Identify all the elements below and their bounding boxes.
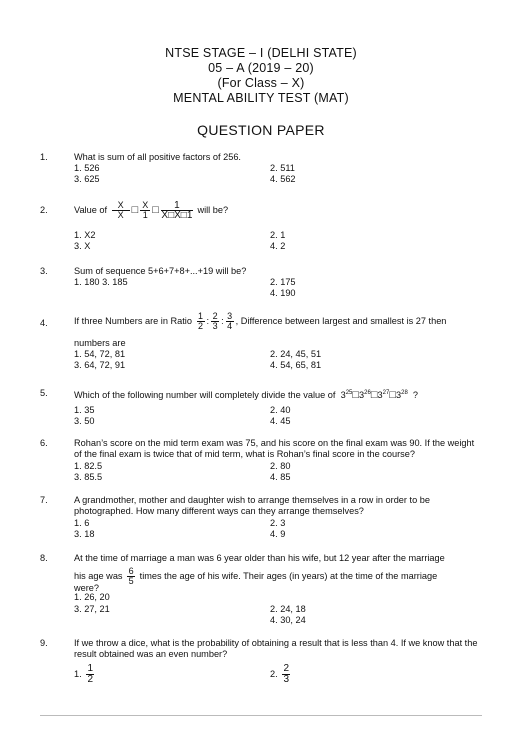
question-text-suffix: times the age of his wife. Their ages (in years) at the time of the marriage bbox=[139, 570, 438, 581]
option-1: 1. 82.5 bbox=[74, 461, 103, 471]
question-text bbox=[74, 201, 482, 220]
fraction-numerator: X bbox=[142, 200, 149, 210]
fraction bbox=[282, 664, 290, 685]
question-text-suffix: will be? bbox=[197, 204, 229, 215]
option-1: 1. X2 bbox=[74, 230, 96, 240]
power-base: 3 bbox=[359, 390, 365, 401]
fraction bbox=[161, 201, 193, 220]
question-mark: ? bbox=[412, 390, 419, 401]
option-4: 4. 9 bbox=[270, 529, 286, 539]
option-3: 3. X bbox=[74, 241, 91, 251]
power-exponent: 28 bbox=[401, 390, 408, 396]
option-2: 2. 511 bbox=[270, 163, 295, 173]
question-number: 6. bbox=[40, 438, 48, 448]
fraction-numerator: X bbox=[117, 200, 124, 210]
question-number: 8. bbox=[40, 553, 48, 563]
option-4: 4. 562 bbox=[270, 174, 296, 184]
missing-glyph-icon: □ bbox=[370, 389, 378, 402]
option-label: 2. bbox=[270, 668, 278, 679]
header-line-1: NTSE STAGE – I (DELHI STATE) bbox=[165, 46, 357, 60]
question-continuation: numbers are bbox=[74, 338, 126, 348]
fraction-denominator: 4 bbox=[227, 321, 233, 331]
fraction-numerator: 1 bbox=[174, 200, 180, 211]
fraction-numerator: 1 bbox=[87, 663, 94, 674]
option-3: 3. 50 bbox=[74, 416, 95, 426]
fraction-numerator: 2 bbox=[212, 311, 218, 321]
fraction-denominator: 3 bbox=[283, 674, 290, 685]
option-2: 2. 3 bbox=[270, 518, 286, 528]
option-3: 3. 18 bbox=[74, 529, 95, 539]
option-2: 2. 175 bbox=[270, 277, 296, 287]
question-text-main: Which of the following number will completely divide the value of bbox=[74, 390, 336, 401]
question-number: 3. bbox=[40, 266, 48, 276]
fraction bbox=[140, 201, 150, 220]
option-2: 2. 1 bbox=[270, 230, 286, 240]
fraction-denominator: X bbox=[117, 210, 124, 220]
option-4: 4. 190 bbox=[270, 288, 296, 298]
fraction-denominator: 2 bbox=[87, 674, 94, 685]
option-2: 2. 24, 18 bbox=[270, 604, 306, 614]
question-text-line-2 bbox=[74, 567, 437, 586]
question-text bbox=[74, 388, 482, 401]
question-number: 5. bbox=[40, 388, 48, 398]
fraction-numerator: 3 bbox=[227, 311, 233, 321]
header-line-2: 05 – A (2019 – 20) bbox=[208, 61, 314, 75]
missing-glyph-icon: □ bbox=[389, 389, 396, 402]
power-exponent: 25 bbox=[345, 390, 353, 396]
fraction-denominator: 5 bbox=[128, 576, 134, 586]
question-number: 4. bbox=[40, 318, 48, 328]
option-1: 1. 54, 72, 81 bbox=[74, 349, 126, 359]
power-exponent: 26 bbox=[364, 390, 371, 396]
fraction-numerator: 2 bbox=[283, 663, 290, 674]
option-1-3: 1. 180 3. 185 bbox=[74, 277, 128, 287]
option-1: 1. 526 bbox=[74, 163, 100, 173]
option-3: 3. 27, 21 bbox=[74, 604, 110, 614]
option-2: 2. 24, 45, 51 bbox=[270, 349, 322, 359]
fraction bbox=[197, 312, 205, 331]
question-number: 1. bbox=[40, 152, 48, 162]
option-2: 2. 40 bbox=[270, 405, 291, 415]
power-expression bbox=[341, 390, 408, 400]
power-base: 3 bbox=[340, 390, 346, 401]
header-line-3: (For Class – X) bbox=[217, 76, 305, 90]
missing-glyph-icon: □ bbox=[152, 203, 159, 216]
fraction bbox=[211, 312, 219, 331]
fraction bbox=[127, 567, 135, 586]
footer-divider bbox=[40, 715, 482, 716]
power-exponent: 27 bbox=[382, 390, 390, 396]
option-4: 4. 54, 65, 81 bbox=[270, 360, 322, 370]
question-text: Rohan’s score on the mid term exam was 75, and his score on the final exam was 90. If the weight of the final exam is twice that of mid term, what is Rohan’s final score in the course? bbox=[74, 438, 475, 459]
option-3: 3. 85.5 bbox=[74, 472, 103, 482]
header-line-4: MENTAL ABILITY TEST (MAT) bbox=[173, 91, 349, 105]
option-1 bbox=[74, 664, 96, 685]
fraction-denominator: X□X□1 bbox=[161, 210, 193, 221]
option-1: 1. 26, 20 bbox=[74, 592, 110, 602]
option-4: 4. 2 bbox=[270, 241, 286, 251]
option-3: 3. 64, 72, 91 bbox=[74, 360, 126, 370]
question-text: At the time of marriage a man was 6 year older than his wife, but 12 year after the marriage bbox=[74, 553, 445, 563]
fraction bbox=[226, 312, 234, 331]
fraction-denominator: 3 bbox=[212, 321, 218, 331]
question-number: 9. bbox=[40, 638, 48, 648]
option-3: 3. 625 bbox=[74, 174, 100, 184]
page-title: QUESTION PAPER bbox=[197, 122, 325, 138]
question-text-prefix: his age was bbox=[74, 570, 123, 581]
fraction-denominator: 1 bbox=[142, 210, 148, 220]
question-text: If three Numbers are in Ratio $\frac{1}{2}$ : $\frac{2}{3}$ : $\frac{3}{4}$ , Difference between largest and smallest is 27 then bbox=[74, 311, 447, 331]
power-base: 3 bbox=[395, 390, 402, 401]
fraction bbox=[86, 664, 94, 685]
option-4: 4. 30, 24 bbox=[270, 615, 306, 625]
fraction-denominator: 2 bbox=[198, 321, 204, 331]
question-text-suffix: , Difference between largest and smallest is 27 then bbox=[235, 315, 447, 326]
option-1: 1. 6 bbox=[74, 518, 90, 528]
fraction-numerator: 6 bbox=[128, 566, 134, 576]
question-text: If we throw a dice, what is the probability of obtaining a result that is less than 4. If we know that the result obtained was an even number? bbox=[74, 638, 478, 659]
question-text-prefix: Value of bbox=[74, 204, 108, 215]
option-4: 4. 85 bbox=[270, 472, 291, 482]
missing-glyph-icon: □ bbox=[352, 389, 360, 402]
question-number: 2. bbox=[40, 205, 48, 215]
option-2: 2. 80 bbox=[270, 461, 291, 471]
question-text: A grandmother, mother and daughter wish to arrange themselves in a row in order to be photographed. How many different ways can they arrange themselves? bbox=[74, 495, 430, 516]
question-text: What is sum of all positive factors of 256. bbox=[74, 152, 241, 162]
missing-glyph-icon: □ bbox=[131, 203, 139, 216]
question-continuation: were? bbox=[74, 583, 100, 593]
question-text: Sum of sequence 5+6+7+8+...+19 will be? bbox=[74, 266, 247, 276]
fraction bbox=[112, 201, 130, 220]
question-number: 7. bbox=[40, 495, 48, 505]
option-label: 1. bbox=[74, 668, 82, 679]
question-text-prefix: If three Numbers are in Ratio bbox=[74, 315, 192, 326]
option-2 bbox=[270, 664, 292, 685]
option-1: 1. 35 bbox=[74, 405, 95, 415]
power-base: 3 bbox=[377, 390, 383, 401]
fraction-numerator: 1 bbox=[198, 311, 204, 321]
option-4: 4. 45 bbox=[270, 416, 291, 426]
